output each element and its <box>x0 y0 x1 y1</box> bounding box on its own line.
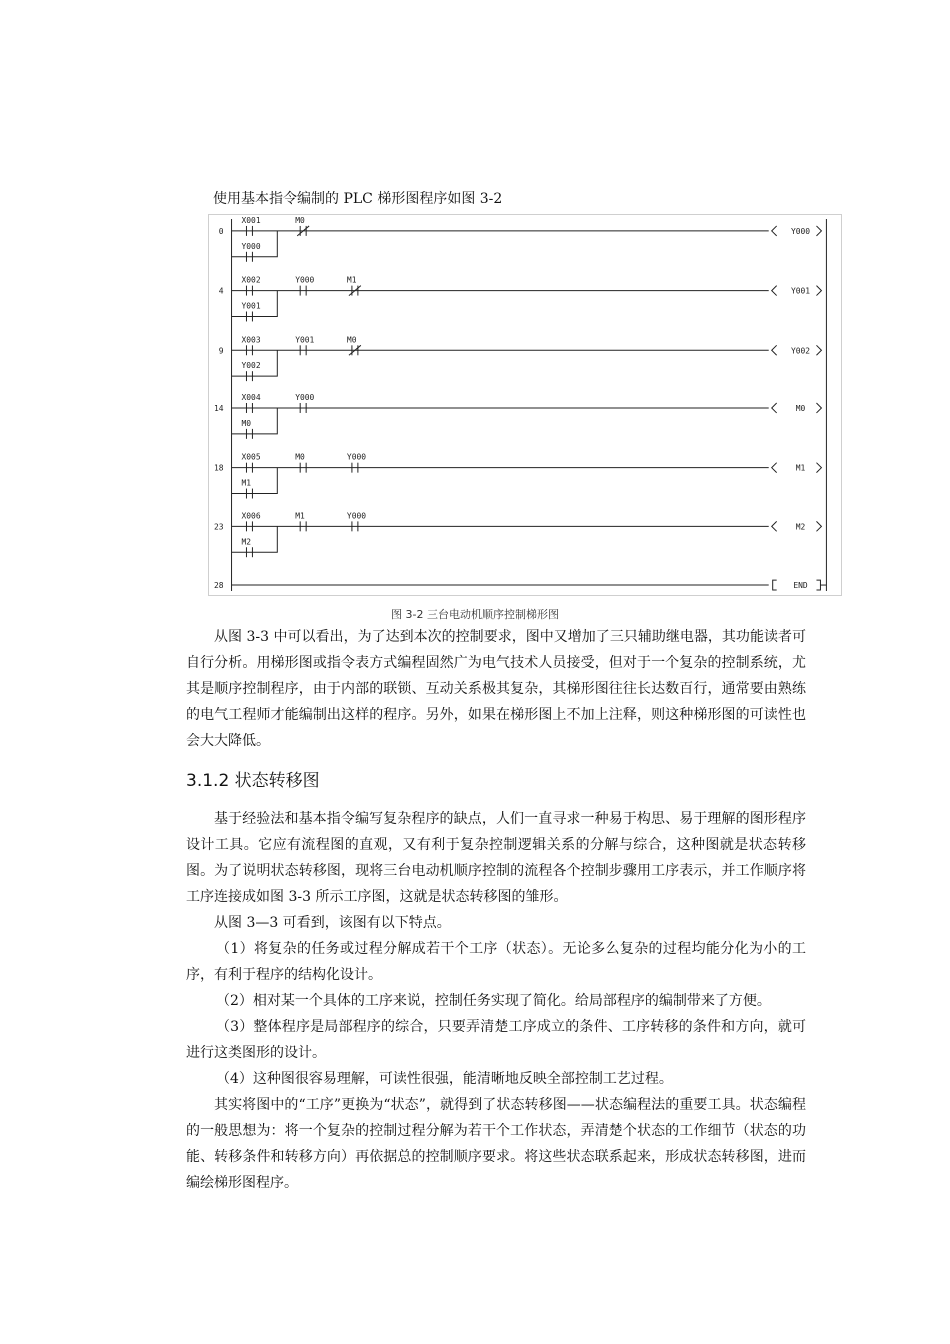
rung-23-coil-label: M2 <box>795 522 806 532</box>
rung-4-parallel-contact-label: Y001 <box>241 301 261 311</box>
rung-9-coil-label: Y002 <box>790 346 811 356</box>
rung-23-parallel-contact-label: M2 <box>241 537 252 547</box>
rung-0-step-number: 0 <box>218 226 224 236</box>
rung-4-contact-1-label: X002 <box>241 275 261 285</box>
rung-9-contact-2-label: Y001 <box>295 335 315 345</box>
rung-9-contact-1-label: X003 <box>241 335 261 345</box>
rung-18-contact-1-label: X005 <box>241 452 261 462</box>
rung-18-parallel-contact-label: M1 <box>241 478 252 488</box>
paragraph-4: 其实将图中的“工序”更换为“状态”，就得到了状态转移图——状态编程法的重要工具。状态编程的一般思想为：将一个复杂的控制过程分解为若干个工作状态，弄清楚个状态的工作细节（状态的功能、转移条件和转移方向）再依据总的控制顺序要求。将这些状态联系起来，形成状态转移图，进而编绘梯形图程序。 <box>186 1097 806 1191</box>
rung-0-contact-2-label: M0 <box>295 215 305 225</box>
rung-18-coil-left <box>772 463 777 473</box>
rung-14-parallel-contact-label: M0 <box>241 418 252 428</box>
list-item-4: （4）这种图很容易理解，可读性很强，能清晰地反映全部控制工艺过程。 <box>216 1071 673 1087</box>
rung-28-step-number: 28 <box>214 581 224 591</box>
list-item-1: （1）将复杂的任务或过程分解成若干个工序（状态）。无论多么复杂的过程均能分化为小的工序，有利于程序的结构化设计。 <box>186 941 806 983</box>
rung-23-contact-1-label: X006 <box>241 511 261 521</box>
paragraph-1: 从图 3-3 中可以看出，为了达到本次的控制要求，图中又增加了三只辅助继电器，其功能读者可自行分析。用梯形图或指令表方式编程固然广为电气技术人员接受，但对于一个复杂的控制系统，尤其是顺序控制程序，由于内部的联锁、互动关系极其复杂，其梯形图往往长达数百行，通常要由熟练的电气工程师才能编制出这样的程序。另外，如果在梯形图上不加上注释，则这种梯形图的可读性也会大大降低。 <box>186 629 806 749</box>
section-heading: 3.1.2 状态转移图 <box>186 771 320 791</box>
rung-9-coil-left <box>772 345 777 355</box>
rung-23-coil-left <box>772 521 777 531</box>
rung-23-step-number: 23 <box>214 522 224 532</box>
rung-4-coil-right <box>816 286 821 296</box>
rung-4-coil-label: Y001 <box>790 286 811 296</box>
rung-23-contact-2-label: M1 <box>295 511 305 521</box>
rung-14-parallel-branch <box>232 408 278 434</box>
rung-4-coil-left <box>772 286 777 296</box>
ladder-diagram <box>208 214 842 596</box>
rung-9-parallel-contact-label: Y002 <box>241 361 261 371</box>
rung-18-step-number: 18 <box>214 463 224 473</box>
rung-14-contact-2-label: Y000 <box>295 393 315 403</box>
rung-0-coil-label: Y000 <box>790 226 811 236</box>
rung-14-coil-left <box>772 403 777 413</box>
figure-caption: 图 3-2 三台电动机顺序控制梯形图 <box>391 608 559 621</box>
rung-0-parallel-contact-label: Y000 <box>241 241 261 251</box>
rung-28-end-left-bracket <box>773 580 777 590</box>
rung-0-contact-1-label: X001 <box>241 215 261 225</box>
rung-18-coil-label: M1 <box>795 463 806 473</box>
rung-23-contact-3-label: Y000 <box>346 511 367 521</box>
rung-28-end-right-bracket <box>816 580 820 590</box>
rung-9-step-number: 9 <box>218 346 224 356</box>
rung-9-coil-right <box>816 345 821 355</box>
paragraph-2: 基于经验法和基本指令编写复杂程序的缺点，人们一直寻求一种易于构思、易于理解的图形程序设计工具。它应有流程图的直观，又有利于复杂控制逻辑关系的分解与综合，这种图就是状态转移图。为了说明状态转移图，现将三台电动机顺序控制的流程各个控制步骤用工序表示，并工作顺序将工序连接成如图 3-3 所示工序图，这就是状态转移图的雏形。 <box>186 811 806 905</box>
rung-4-step-number: 4 <box>218 286 224 296</box>
intro-line: 使用基本指令编制的 PLC 梯形图程序如图 3-2 <box>213 191 503 207</box>
rung-28-coil-label: END <box>793 581 808 591</box>
rung-9-contact-3-label: M0 <box>346 335 357 345</box>
rung-23-parallel-branch <box>232 526 278 552</box>
rung-0-coil-right <box>816 226 821 236</box>
rung-18-coil-right <box>816 463 821 473</box>
rung-4-contact-2-label: Y000 <box>295 275 315 285</box>
rung-14-coil-label: M0 <box>795 403 806 413</box>
rung-4-contact-3-label: M1 <box>346 275 357 285</box>
list-item-3: （3）整体程序是局部程序的综合，只要弄清楚工序成立的条件、工序转移的条件和方向，就可进行这类图形的设计。 <box>186 1019 806 1061</box>
rung-18-parallel-branch <box>232 468 278 494</box>
rung-14-step-number: 14 <box>214 403 224 413</box>
rung-18-contact-2-label: M0 <box>295 452 305 462</box>
rung-18-contact-3-label: Y000 <box>346 452 367 462</box>
rung-0-coil-left <box>772 226 777 236</box>
list-item-2: （2）相对某一个具体的工序来说，控制任务实现了简化。给局部程序的编制带来了方便。 <box>216 993 771 1009</box>
rung-14-contact-1-label: X004 <box>241 393 261 403</box>
paragraph-3: 从图 3—3 可看到，该图有以下特点。 <box>214 915 451 931</box>
rung-23-coil-right <box>816 521 821 531</box>
rung-14-coil-right <box>816 403 821 413</box>
